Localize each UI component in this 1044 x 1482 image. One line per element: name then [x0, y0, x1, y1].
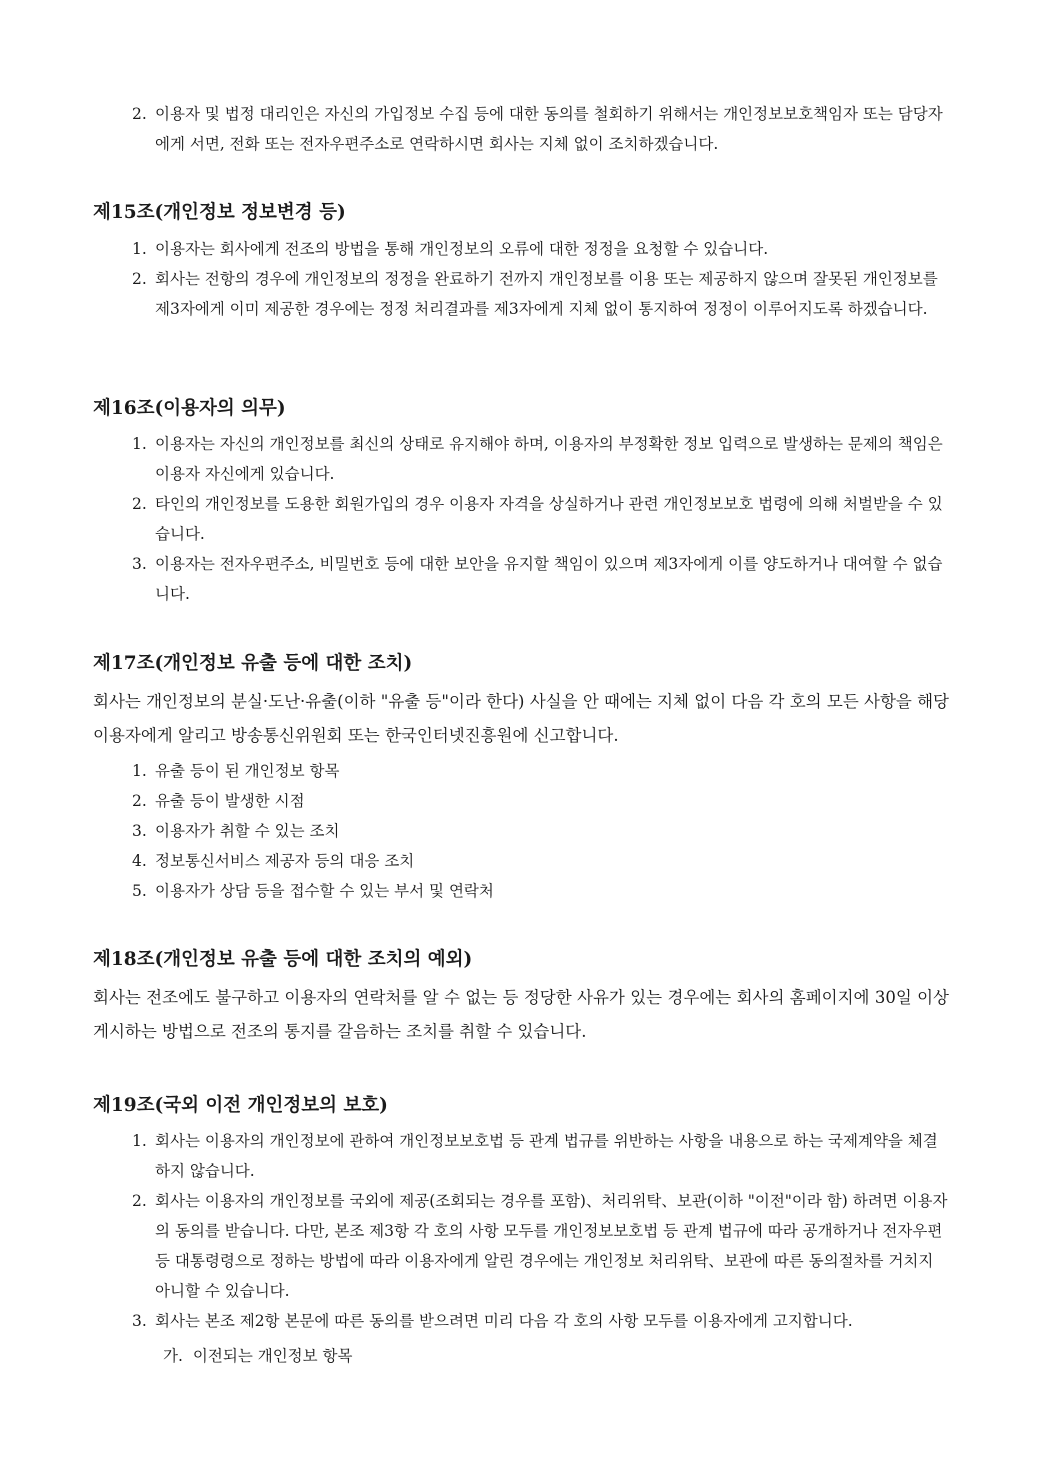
- item-number: 3.: [132, 1312, 147, 1330]
- article-17-body: 회사는 개인정보의 분실·도난·유출(이하 "유출 등"이라 한다) 사실을 안 때에는 지체 없이 다음 각 호의 모든 사항을 해당 이용자에게 알리고 방송통신위원회 또는 한국인터넷진흥원에 신고합니다.: [93, 692, 949, 745]
- item-number: 2.: [132, 105, 147, 123]
- list-item: [132, 429, 952, 489]
- list-item: [132, 846, 952, 876]
- item-text: 이용자가 취할 수 있는 조치: [155, 822, 340, 840]
- list-item: [132, 1126, 952, 1186]
- item-number: 2.: [132, 1192, 147, 1210]
- list-item: [132, 816, 952, 846]
- article-18-body: 회사는 전조에도 불구하고 이용자의 연락처를 알 수 없는 등 정당한 사유가 있는 경우에는 회사의 홈페이지에 30일 이상 게시하는 방법으로 전조의 통지를 갈음하는 조치를 취할 수 있습니다.: [93, 988, 949, 1041]
- list-item: [132, 1306, 952, 1336]
- list-item: [132, 786, 952, 816]
- article-15-title: 제15조(개인정보 정보변경 등): [93, 202, 346, 223]
- item-number: 1.: [132, 762, 147, 780]
- item-number: 1.: [132, 240, 147, 258]
- article-16-list: [132, 429, 952, 609]
- sub-item-text: 이전되는 개인정보 항목: [192, 1347, 353, 1365]
- list-item: [132, 1186, 952, 1306]
- item-text: 유출 등이 된 개인정보 항목: [155, 762, 340, 780]
- item-text: 이용자는 전자우편주소, 비밀번호 등에 대한 보안을 유지할 책임이 있으며 제3자에게 이를 양도하거나 대여할 수 없습니다.: [155, 555, 943, 603]
- list-item: [132, 234, 952, 264]
- item-text: 타인의 개인정보를 도용한 회원가입의 경우 이용자 자격을 상실하거나 관련 개인정보보호 법령에 의해 처벌받을 수 있습니다.: [155, 495, 943, 543]
- article-17-list: [132, 756, 952, 906]
- item-text: 회사는 전항의 경우에 개인정보의 정정을 완료하기 전까지 개인정보를 이용 또는 제공하지 않으며 잘못된 개인정보를 제3자에게 이미 제공한 경우에는 정정 처리결과를 제3자에게 지체 없이 통지하여 정정이 이루어지도록 하겠습니다.: [155, 270, 938, 318]
- article-18-title: 제18조(개인정보 유출 등에 대한 조치의 예외): [93, 949, 473, 970]
- list-item: [132, 756, 952, 786]
- list-item: [132, 489, 952, 549]
- item-number: 2.: [132, 270, 147, 288]
- item-text: 유출 등이 발생한 시점: [155, 792, 305, 810]
- sub-item-number: 가.: [163, 1347, 183, 1365]
- item-number: 1.: [132, 1132, 147, 1150]
- sub-list-item: [163, 1341, 353, 1371]
- article-19-list: [132, 1126, 952, 1336]
- item-number: 3.: [132, 555, 147, 573]
- item-text: 정보통신서비스 제공자 등의 대응 조치: [155, 852, 415, 870]
- article-17-title: 제17조(개인정보 유출 등에 대한 조치): [93, 653, 413, 674]
- item-text: 이용자가 상담 등을 접수할 수 있는 부서 및 연락처: [155, 882, 494, 900]
- intro-list: [132, 99, 952, 159]
- item-number: 3.: [132, 822, 147, 840]
- list-item: [132, 99, 952, 159]
- item-number: 1.: [132, 435, 147, 453]
- list-item: [132, 876, 952, 906]
- item-number: 2.: [132, 792, 147, 810]
- item-number: 4.: [132, 852, 147, 870]
- article-19-title: 제19조(국외 이전 개인정보의 보호): [93, 1095, 388, 1116]
- item-text: 이용자는 자신의 개인정보를 최신의 상태로 유지해야 하며, 이용자의 부정확한 정보 입력으로 발생하는 문제의 책임은 이용자 자신에게 있습니다.: [155, 435, 943, 483]
- article-15-list: [132, 234, 952, 324]
- list-item: [132, 264, 952, 324]
- item-text: 회사는 이용자의 개인정보에 관하여 개인정보보호법 등 관계 법규를 위반하는 사항을 내용으로 하는 국제계약을 체결하지 않습니다.: [155, 1132, 938, 1180]
- item-text: 이용자는 회사에게 전조의 방법을 통해 개인정보의 오류에 대한 정정을 요청할 수 있습니다.: [155, 240, 769, 258]
- item-number: 5.: [132, 882, 147, 900]
- item-text: 회사는 본조 제2항 본문에 따른 동의를 받으려면 미리 다음 각 호의 사항 모두를 이용자에게 고지합니다.: [155, 1312, 853, 1330]
- item-text: 회사는 이용자의 개인정보를 국외에 제공(조회되는 경우를 포함)、처리위탁、보관(이하 "이전"이라 함) 하려면 이용자의 동의를 받습니다. 다만, 본조 제3항 각 호의 사항 모두를 개인정보보호법 등 관계 법규에 따라 공개하거나 전자우편 등 대통령령으로 정하는 방법에 따라 이용자에게 알린 경우에는 개인정보 처리위탁、보관에 따른 동의절차를 거치지 아니할 수 있습니다.: [155, 1192, 948, 1300]
- item-text: 이용자 및 법정 대리인은 자신의 가입정보 수집 등에 대한 동의를 철회하기 위해서는 개인정보보호책임자 또는 담당자에게 서면, 전화 또는 전자우편주소로 연락하시면 회사는 지체 없이 조치하겠습니다.: [155, 105, 943, 153]
- article-16-title: 제16조(이용자의 의무): [93, 398, 286, 419]
- item-number: 2.: [132, 495, 147, 513]
- list-item: [132, 549, 952, 609]
